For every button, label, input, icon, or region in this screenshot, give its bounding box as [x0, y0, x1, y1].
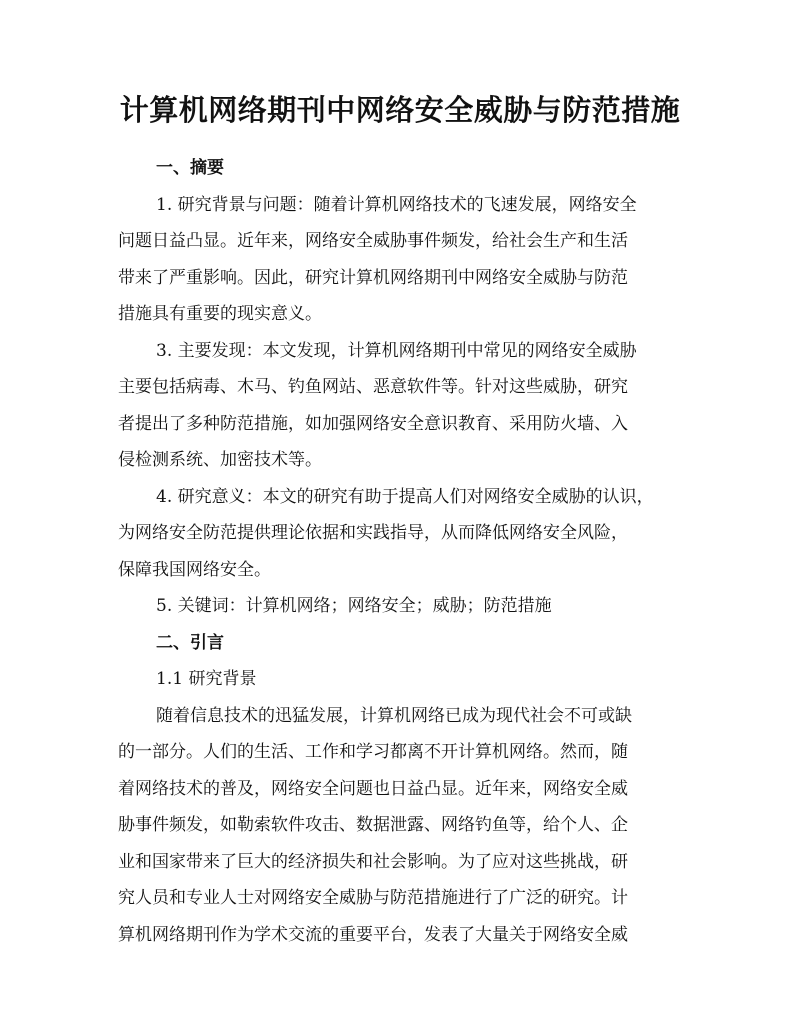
body-text-line: 的一部分。人们的生活、工作和学习都离不开计算机网络。然而，随 — [118, 742, 628, 762]
body-text-line: 究人员和专业人士对网络安全威胁与防范措施进行了广泛的研究。计 — [118, 888, 628, 908]
body-text-line: 1.1 研究背景 — [156, 669, 257, 689]
body-text-line: 1. 研究背景与问题：随着计算机网络技术的飞速发展，网络安全 — [156, 194, 637, 215]
body-text-line: 胁事件频发，如勒索软件攻击、数据泄露、网络钓鱼等，给个人、企 — [118, 815, 628, 835]
body-text-line: 措施具有重要的现实意义。 — [118, 304, 322, 324]
body-text-line: 5. 关键词：计算机网络；网络安全；威胁；防范措施 — [156, 596, 552, 616]
body-text-line: 业和国家带来了巨大的经济损失和社会影响。为了应对这些挑战，研 — [118, 851, 628, 872]
body-text-line: 主要包括病毒、木马、钓鱼网站、恶意软件等。针对这些威胁，研究 — [118, 377, 628, 397]
body-text-line: 保障我国网络安全。 — [118, 559, 271, 580]
body-text-line: 3. 主要发现：本文发现，计算机网络期刊中常见的网络安全威胁 — [156, 340, 637, 361]
body-text-line: 侵检测系统、加密技术等。 — [118, 450, 322, 470]
body-text-line: 问题日益凸显。近年来，网络安全威胁事件频发，给社会生产和生活 — [118, 231, 628, 251]
document-title: 计算机网络期刊中网络安全威胁与防范措施 — [119, 93, 681, 127]
body-text-line: 算机网络期刊作为学术交流的重要平台，发表了大量关于网络安全威 — [118, 924, 628, 945]
section-heading: 二、引言 — [156, 632, 224, 653]
body-text-line: 着网络技术的普及，网络安全问题也日益凸显。近年来，网络安全威 — [118, 778, 628, 799]
section-heading: 一、摘要 — [156, 158, 224, 178]
body-text-line: 为网络安全防范提供理论依据和实践指导，从而降低网络安全风险， — [118, 523, 628, 543]
body-text-line: 随着信息技术的迅猛发展，计算机网络已成为现代社会不可或缺 — [156, 705, 632, 726]
body-text-line: 4. 研究意义：本文的研究有助于提高人们对网络安全威胁的认识， — [156, 486, 654, 507]
document-body — [118, 150, 688, 953]
body-text-line: 带来了严重影响。因此，研究计算机网络期刊中网络安全威胁与防范 — [118, 267, 628, 288]
body-text-line: 者提出了多种防范措施，如加强网络安全意识教育、采用防火墙、入 — [118, 413, 628, 434]
